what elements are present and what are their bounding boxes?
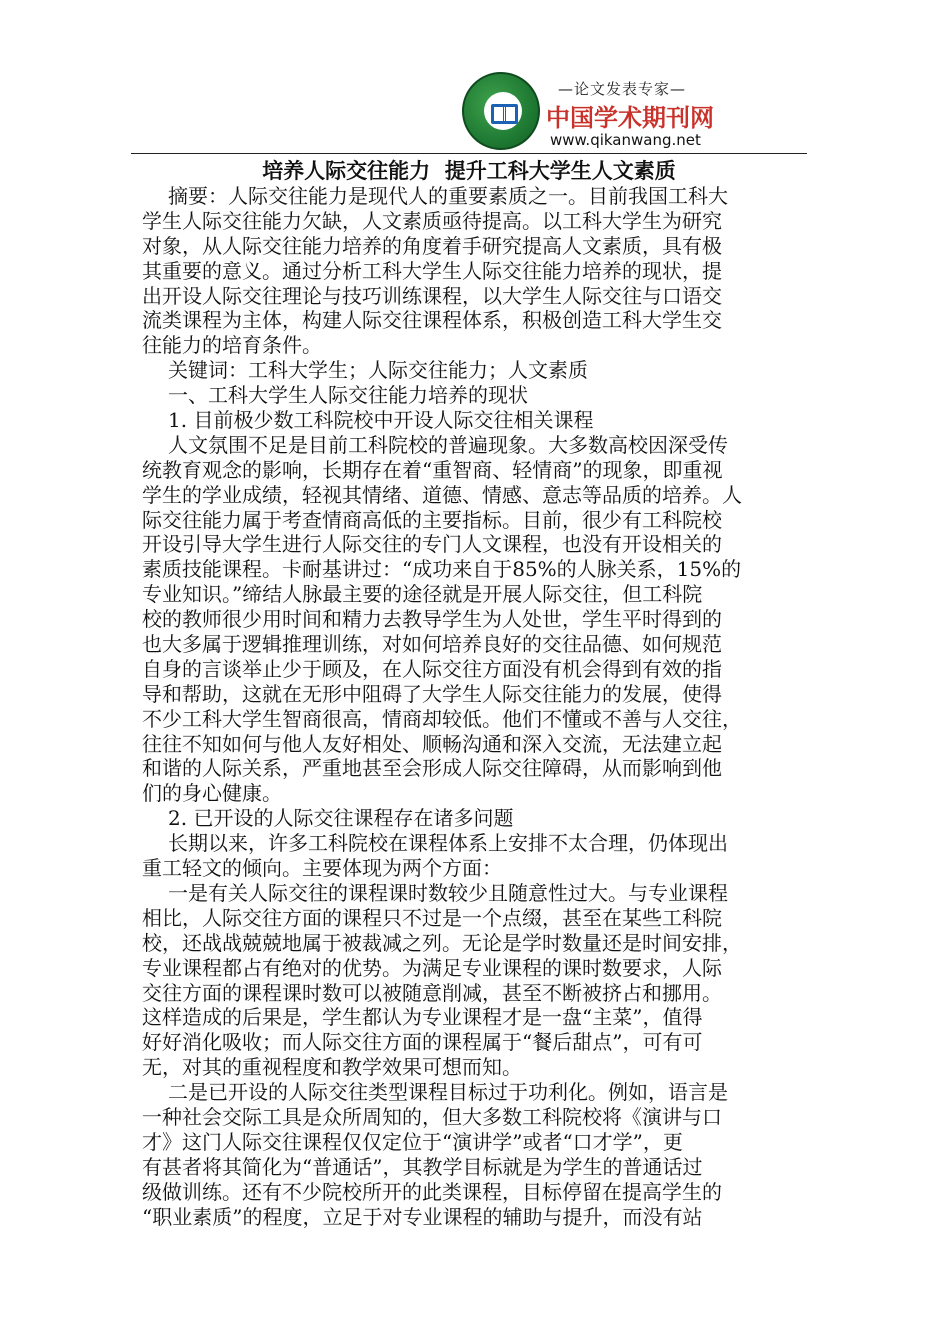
site-logo[interactable] (462, 72, 714, 154)
logo-slogan: —论文发表专家— (557, 80, 686, 98)
text-line: 交往方面的课程课时数可以被随意削减，甚至不断被挤占和挪用。 (142, 980, 722, 1005)
text-line: 级做训练。还有不少院校所开的此类课程，目标停留在提高学生的 (142, 1179, 722, 1204)
text-line: 这样造成的后果是，学生都认为专业课程才是一盘“主菜”，值得 (142, 1005, 703, 1030)
text-line: 摘要：人际交往能力是现代人的重要素质之一。目前我国工科大 (168, 184, 728, 208)
text-line: 不少工科大学生智商很高，情商却较低。他们不懂或不善与人交往， (142, 706, 742, 731)
section-heading: 一、工科大学生人际交往能力培养的现状 (168, 383, 528, 408)
text-line: 导和帮助，这就在无形中阻碍了大学生人际交往能力的发展，使得 (142, 681, 722, 706)
text-line: 往能力的培育条件。 (142, 333, 322, 358)
header-divider (131, 153, 807, 154)
subsection-heading: 1. 目前极少数工科院校中开设人际交往相关课程 (168, 408, 594, 433)
text-line: 重工轻文的倾向。主要体现为两个方面： (142, 856, 502, 881)
subsection-heading: 2. 已开设的人际交往课程存在诸多问题 (168, 806, 514, 831)
text-line: 开设引导大学生进行人际交往的专门人文课程，也没有开设相关的 (142, 532, 722, 557)
text-line: 校，还战战兢兢地属于被裁减之列。无论是学时数量还是时间安排， (142, 930, 742, 955)
logo-url: www.qikanwang.net (550, 131, 701, 149)
text-line: 际交往能力属于考查情商高低的主要指标。目前，很少有工科院校 (142, 507, 722, 532)
text-line: 和谐的人际关系，严重地甚至会形成人际交往障碍，从而影响到他 (142, 756, 722, 781)
text-line: 其重要的意义。通过分析工科大学生人际交往能力培养的现状，提 (142, 258, 722, 283)
logo-emblem-icon (462, 72, 540, 150)
keywords-line: 关键词：工科大学生；人际交往能力；人文素质 (168, 358, 588, 383)
text-line: 人文氛围不足是目前工科院校的普遍现象。大多数高校因深受传 (168, 432, 728, 457)
text-line: 往往不知如何与他人友好相处、顺畅沟通和深入交流，无法建立起 (142, 731, 722, 756)
text-line: 学生人际交往能力欠缺，人文素质亟待提高。以工科大学生为研究 (142, 208, 722, 233)
book-icon (484, 92, 522, 130)
text-line: 专业知识。”缔结人脉最主要的途径就是开展人际交往，但工科院 (142, 582, 703, 607)
text-line: 素质技能课程。卡耐基讲过：“成功来自于85%的人脉关系，15%的 (142, 557, 742, 582)
document-title: 培养人际交往能力 提升工科大学生人文素质 (262, 158, 676, 183)
text-line: 无，对其的重视程度和教学效果可想而知。 (142, 1055, 522, 1080)
text-line: 学生的学业成绩，轻视其情绪、道德、情感、意志等品质的培养。人 (142, 482, 742, 507)
text-line: 自身的言谈举止少于顾及，在人际交往方面没有机会得到有效的指 (142, 656, 722, 681)
document-body (142, 184, 792, 1229)
text-line: 对象，从人际交往能力培养的角度着手研究提高人文素质，具有极 (142, 233, 722, 258)
logo-site-name: 中国学术期刊网 (546, 104, 714, 132)
text-line: 一是有关人际交往的课程课时数较少且随意性过大。与专业课程 (168, 880, 728, 905)
text-line: 一种社会交际工具是众所周知的，但大多数工科院校将《演讲与口 (142, 1104, 722, 1129)
text-line: 有甚者将其简化为“普通话”，其教学目标就是为学生的普通话过 (142, 1154, 703, 1179)
text-line: 相比，人际交往方面的课程只不过是一个点缀，甚至在某些工科院 (142, 905, 722, 930)
text-line: 长期以来，许多工科院校在课程体系上安排不太合理，仍体现出 (168, 831, 728, 856)
text-line: 流类课程为主体，构建人际交往课程体系，积极创造工科大学生交 (142, 308, 722, 333)
text-line: “职业素质”的程度，立足于对专业课程的辅助与提升，而没有站 (142, 1204, 703, 1229)
text-line: 统教育观念的影响，长期存在着“重智商、轻情商”的现象，即重视 (142, 457, 723, 482)
text-line: 出开设人际交往理论与技巧训练课程，以大学生人际交往与口语交 (142, 283, 722, 308)
text-line: 好好消化吸收；而人际交往方面的课程属于“餐后甜点”，可有可 (142, 1030, 703, 1055)
text-line: 专业课程都占有绝对的优势。为满足专业课程的课时数要求，人际 (142, 955, 722, 980)
text-line: 也大多属于逻辑推理训练，对如何培养良好的交往品德、如何规范 (142, 632, 722, 657)
text-line: 才》这门人际交往课程仅仅定位于“演讲学”或者“口才学”，更 (142, 1129, 683, 1154)
text-line: 们的身心健康。 (142, 781, 282, 806)
text-line: 二是已开设的人际交往类型课程目标过于功利化。例如，语言是 (168, 1080, 728, 1105)
text-line: 校的教师很少用时间和精力去教导学生为人处世，学生平时得到的 (142, 607, 722, 632)
